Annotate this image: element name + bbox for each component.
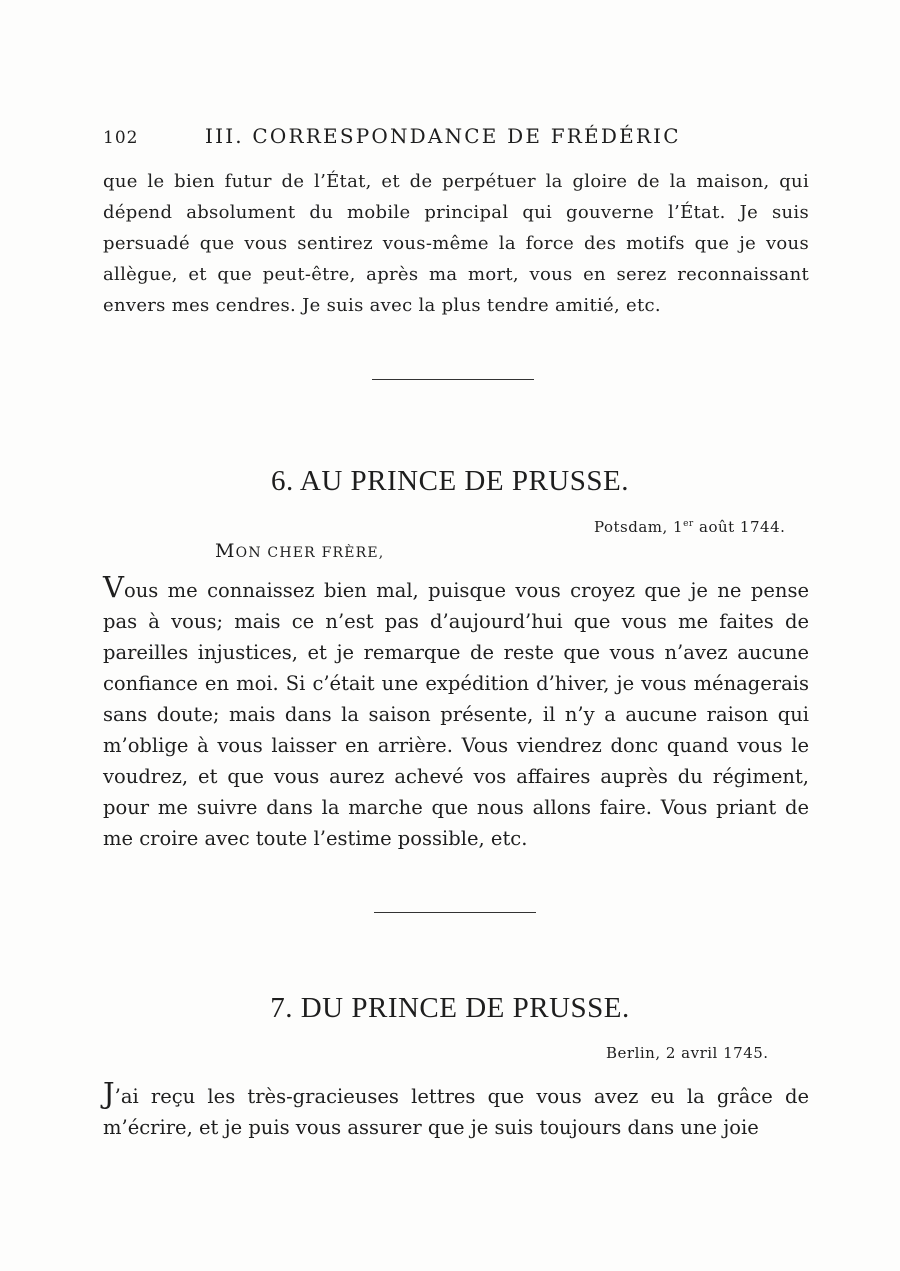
running-head xyxy=(103,124,723,154)
letter-6-dateline xyxy=(594,518,785,536)
letter-6-body xyxy=(103,570,809,854)
continuation-paragraph: que le bien futur de l’État, et de perpétuer la gloire de la maison, qui dépend absolument du mobile principal qui gouverne l’État. Je suis persuadé que vous sentirez vous-même la force des motifs que je vous allègue, et que peut-être, après ma mort, vous en serez reconnaissant envers mes cendres. Je suis avec la plus tendre amitié, etc. xyxy=(103,171,809,316)
dateline-place: Potsdam, 1 xyxy=(594,518,684,536)
letter-7-dateline: Berlin, 2 avril 1745. xyxy=(606,1044,769,1062)
letter-6-dropcap: V xyxy=(103,570,124,604)
letter-7-dropcap: J xyxy=(103,1076,115,1110)
dateline-superscript: er xyxy=(683,519,694,529)
section-divider xyxy=(374,912,536,913)
letter-6-salutation xyxy=(215,540,384,562)
running-title: III. CORRESPONDANCE DE FRÉDÉRIC xyxy=(205,124,681,148)
dateline-date: août 1744. xyxy=(693,518,786,536)
letter-7-heading: 7. DU PRINCE DE PRUSSE. xyxy=(270,992,630,1024)
salutation-text: ON CHER FRÈRE, xyxy=(235,545,385,561)
letter-7-body xyxy=(103,1076,809,1143)
salutation-initial: M xyxy=(215,540,236,562)
letter-6-heading: 6. AU PRINCE DE PRUSSE. xyxy=(271,465,629,497)
letter-7-body-text: ’ai reçu les très-gracieuses lettres que vous avez eu la grâce de m’écrire, et je puis vous assurer que je suis toujours dans une joie xyxy=(103,1085,809,1139)
letter-6-body-text: ous me connaissez bien mal, puisque vous croyez que je ne pense pas à vous; mais ce n’est pas d’aujourd’hui que vous me faites de pareilles injustices, et je remarque de reste que vous n’avez aucune confiance en moi. Si c’était une expédition d’hiver, je vous ménagerais sans doute; mais dans la saison présente, il n’y a aucune raison qui m’oblige à vous laisser en arrière. Vous viendrez donc quand vous le voudrez, et que vous aurez achevé vos affaires auprès du régiment, pour me suivre dans la marche que nous allons faire. Vous priant de me croire avec toute l’estime possible, etc. xyxy=(103,579,809,850)
section-divider xyxy=(372,379,534,380)
page-number: 102 xyxy=(103,128,139,148)
